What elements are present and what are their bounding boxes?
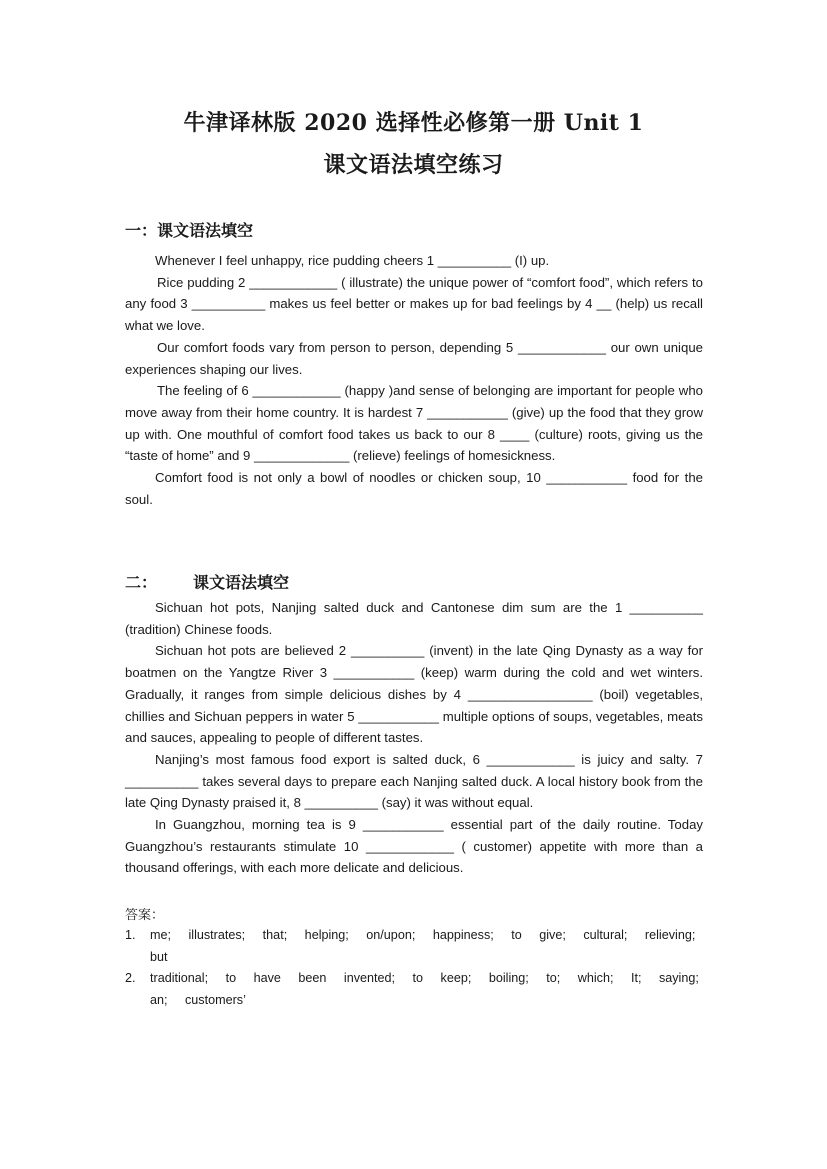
section1-paragraph: Rice pudding 2 ____________ ( illustrate) the unique power of “comfort food”, which refers to any food 3 __________ makes us feel better or makes up for bad feelings by 4 __ (help) us recall what we love. [125,274,703,334]
section2-paragraph: In Guangzhou, morning tea is 9 ___________ essential part of the daily routine. Today Guangzhou’s restaurants stimulate 10 ____________ ( customer) appetite with more than a thousand offerings, with each more delicate and delicious. [125,817,703,876]
section2-heading-text: 课文语法填空 [193,573,290,592]
answers-label: 答案： [125,908,165,923]
section1-body [125,250,703,510]
section2-paragraph: Nanjing’s most famous food export is salted duck, 6 ____________ is juicy and salty. 7 __________ takes several days to prepare each Nanjing salted duck. A local history book from the late Qing Dynasty praised it, 8 __________ (say) it was without equal. [125,751,703,811]
answer-number: 2. [125,971,136,985]
section1-paragraph: Comfort food is not only a bowl of noodles or chicken soup, 10 ___________ food for the soul. [125,470,703,507]
section1-paragraph: The feeling of 6 ____________ (happy )and sense of belonging are important for people who move away from their home country. It is hardest 7 ___________ (give) up the food that they grow up with. One mouthful of comfort food takes us back to our 8 ____ (culture) roots, giving us the “taste of home” and 9 _____________ (relieve) feelings of homesickness. [125,383,703,464]
answer-text: me; illustrates; that; helping; on/upon; happiness; to give; cultural; relieving; but [150,928,696,964]
section2-heading-prefix: 二： [125,573,158,592]
answer-text: traditional; to have been invented; to keep; boiling; to; which; It; saying; an; customers’ [150,971,699,1007]
section2-body [125,597,703,879]
section1-heading: 一：课文语法填空 [125,221,254,240]
section1-paragraph: Our comfort foods vary from person to person, depending 5 ____________ our own unique experiences shaping our lives. [125,339,703,377]
document-subtitle: 课文语法填空练习 [323,152,504,178]
section2-heading [125,570,289,593]
answer-number: 1. [125,928,136,942]
section2-paragraph: Sichuan hot pots are believed 2 __________ (invent) in the late Qing Dynasty as a way for boatmen on the Yangtze River 3 ___________ (keep) warm during the cold and wet winters. Gradually, it ranges from simple delicious dishes by 4 _________________ (boil) vegetables, chillies and Sichuan peppers in water 5 ___________ multiple options of soups, vegetables, meats and sauces, appealing to people of different tastes. [125,643,703,746]
section1-paragraph: Whenever I feel unhappy, rice pudding cheers 1 __________ (I) up. [155,253,550,268]
section2-paragraph: Sichuan hot pots, Nanjing salted duck and Cantonese dim sum are the 1 __________ (tradition) Chinese foods. [125,600,703,637]
document-title: 牛津译林版 2020 选择性必修第一册 Unit 1 [183,110,644,136]
